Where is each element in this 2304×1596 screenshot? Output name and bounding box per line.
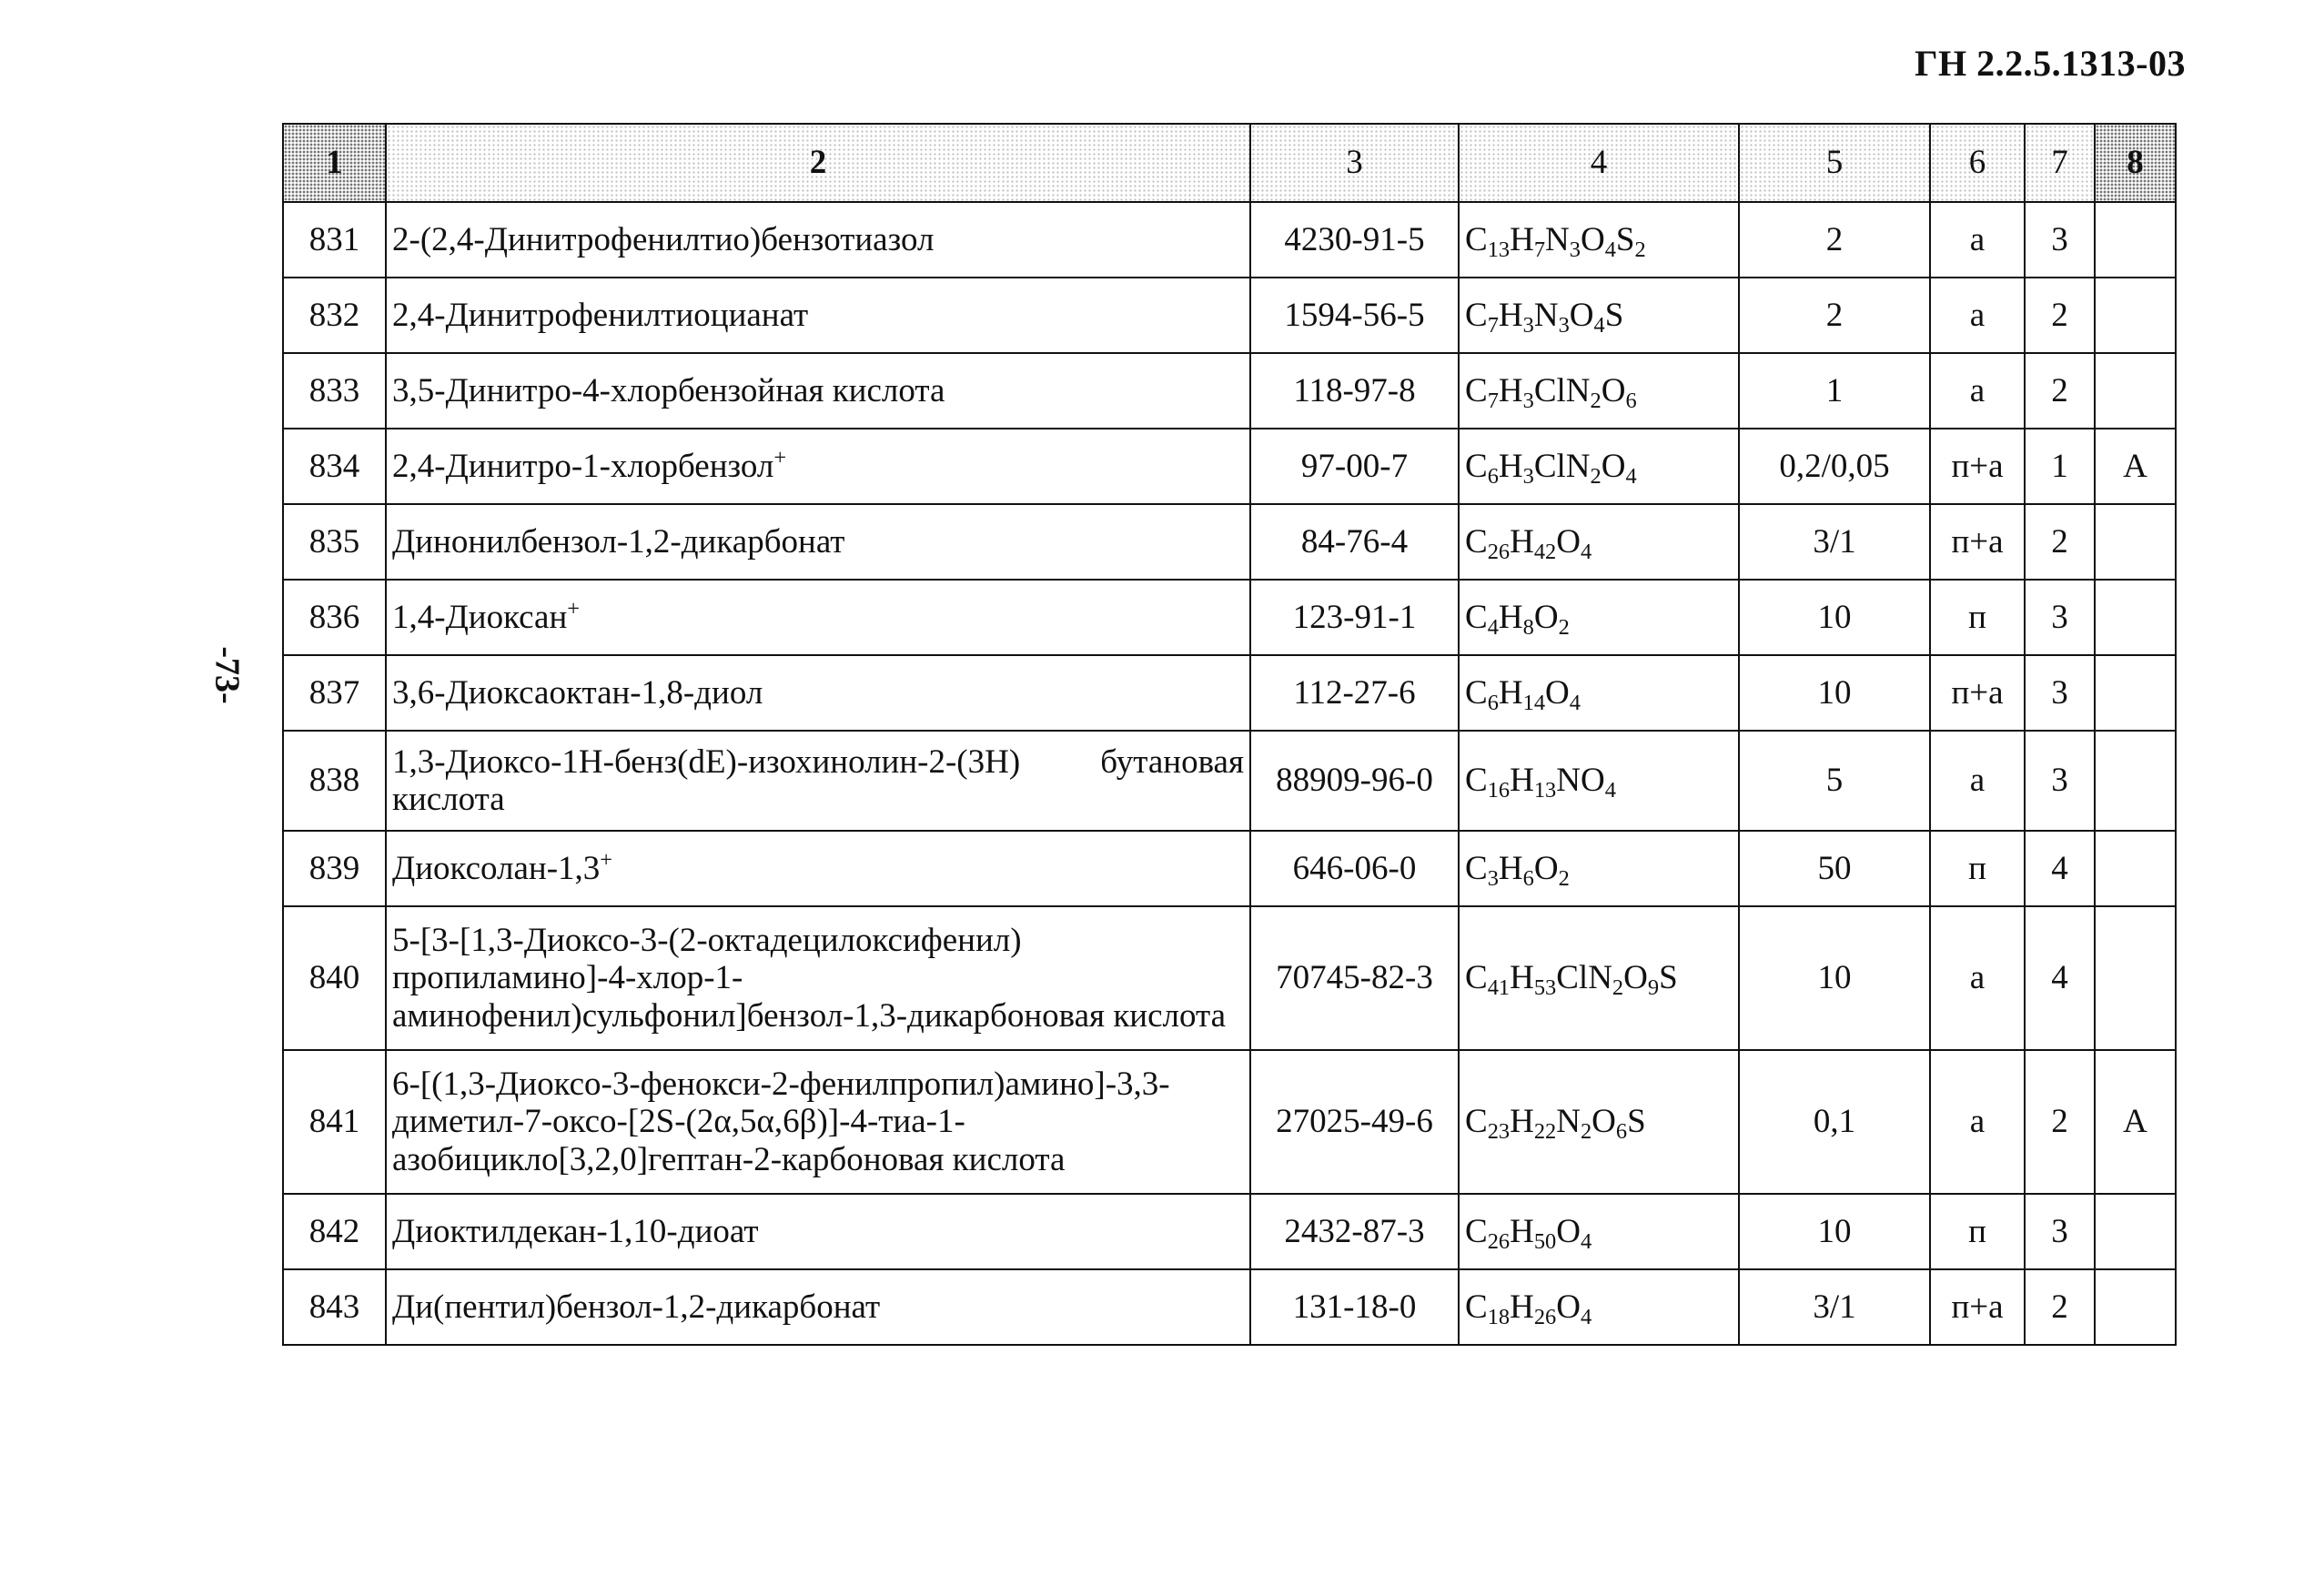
substance-name: 3,6-Диоксаоктан-1,8-диол: [386, 655, 1250, 731]
table-row: [283, 1194, 2176, 1269]
aggregate-state: п+а: [1930, 1269, 2025, 1345]
note-mark: [2095, 504, 2176, 580]
cas-number: 27025-49-6: [1250, 1050, 1459, 1194]
cas-number: 1594-56-5: [1250, 278, 1459, 353]
note-mark: [2095, 731, 2176, 831]
note-mark: А: [2095, 1050, 2176, 1194]
page-number: -73-: [207, 646, 247, 704]
limit-value: 50: [1739, 831, 1930, 906]
chemical-formula: $C_4H_8O_2$: [1459, 580, 1739, 655]
note-mark: [2095, 353, 2176, 429]
row-number: 834: [283, 429, 386, 504]
chemical-formula: $C_{26}H_{50}O_4$: [1459, 1194, 1739, 1269]
row-number: 831: [283, 202, 386, 278]
cas-number: 88909-96-0: [1250, 731, 1459, 831]
col-header-1: 1: [283, 124, 386, 202]
row-number: 840: [283, 906, 386, 1050]
substance-name: 2-(2,4-Динитрофенилтио)бензотиазол: [386, 202, 1250, 278]
chemical-formula: $C_{18}H_{26}O_4$: [1459, 1269, 1739, 1345]
hazard-class: 3: [2025, 655, 2095, 731]
table-row: [283, 831, 2176, 906]
substance-name: Динонилбензол-1,2-дикарбонат: [386, 504, 1250, 580]
aggregate-state: а: [1930, 353, 2025, 429]
hazard-class: 3: [2025, 1194, 2095, 1269]
cas-number: 4230-91-5: [1250, 202, 1459, 278]
cas-number: 2432-87-3: [1250, 1194, 1459, 1269]
row-number: 838: [283, 731, 386, 831]
substance-table: [282, 123, 2177, 1346]
col-header-5: 5: [1739, 124, 1930, 202]
skin-absorption-mark: +: [773, 445, 787, 470]
cas-number: 646-06-0: [1250, 831, 1459, 906]
col-header-3: 3: [1250, 124, 1459, 202]
col-header-2: 2: [386, 124, 1250, 202]
hazard-class: 2: [2025, 1050, 2095, 1194]
aggregate-state: п+а: [1930, 429, 2025, 504]
substance-name: 1,4-Диоксан+: [386, 580, 1250, 655]
substance-name: 2,4-Динитрофенилтиоцианат: [386, 278, 1250, 353]
chemical-formula: $C_{16}H_{13}NO_4$: [1459, 731, 1739, 831]
hazard-class: 2: [2025, 278, 2095, 353]
table-row: [283, 580, 2176, 655]
note-mark: [2095, 580, 2176, 655]
col-header-7: 7: [2025, 124, 2095, 202]
aggregate-state: п: [1930, 580, 2025, 655]
cas-number: 70745-82-3: [1250, 906, 1459, 1050]
table-row: [283, 655, 2176, 731]
row-number: 843: [283, 1269, 386, 1345]
limit-value: 2: [1739, 202, 1930, 278]
limit-value: 5: [1739, 731, 1930, 831]
note-mark: [2095, 1194, 2176, 1269]
cas-number: 112-27-6: [1250, 655, 1459, 731]
col-header-6: 6: [1930, 124, 2025, 202]
limit-value: 10: [1739, 655, 1930, 731]
aggregate-state: п: [1930, 1194, 2025, 1269]
note-mark: [2095, 278, 2176, 353]
chemical-formula: $C_{41}H_{53}ClN_2O_9S$: [1459, 906, 1739, 1050]
aggregate-state: а: [1930, 278, 2025, 353]
substance-name: 2,4-Динитро-1-хлорбензол+: [386, 429, 1250, 504]
aggregate-state: п+а: [1930, 504, 2025, 580]
aggregate-state: а: [1930, 1050, 2025, 1194]
row-number: 839: [283, 831, 386, 906]
chemical-formula: $C_7H_3ClN_2O_6$: [1459, 353, 1739, 429]
substance-name: Диоксолан-1,3+: [386, 831, 1250, 906]
limit-value: 10: [1739, 580, 1930, 655]
cas-number: 84-76-4: [1250, 504, 1459, 580]
table-body: [283, 202, 2176, 1345]
row-number: 836: [283, 580, 386, 655]
skin-absorption-mark: +: [567, 596, 581, 621]
chemical-formula: $C_{23}H_{22}N_2O_6S$: [1459, 1050, 1739, 1194]
row-number: 835: [283, 504, 386, 580]
hazard-class: 3: [2025, 202, 2095, 278]
hazard-class: 2: [2025, 1269, 2095, 1345]
substance-name: 6-[(1,3-Диоксо-3-фенокси-2-фенилпропил)амино]-3,3-диметил-7-оксо-[2S-(2α,5α,6β)]-4-тиа-1-азобицикло[3,2,0]гептан-2-карбоновая кислота: [386, 1050, 1250, 1194]
table-row: [283, 353, 2176, 429]
hazard-class: 1: [2025, 429, 2095, 504]
table-row: [283, 202, 2176, 278]
row-number: 833: [283, 353, 386, 429]
table-row: [283, 1269, 2176, 1345]
note-mark: [2095, 906, 2176, 1050]
column-header-row: [283, 124, 2176, 202]
note-mark: А: [2095, 429, 2176, 504]
cas-number: 97-00-7: [1250, 429, 1459, 504]
col-header-4: 4: [1459, 124, 1739, 202]
hazard-class: 4: [2025, 906, 2095, 1050]
table-row: [283, 429, 2176, 504]
document-code: ГН 2.2.5.1313-03: [1915, 43, 2186, 84]
hazard-class: 3: [2025, 580, 2095, 655]
hazard-class: 3: [2025, 731, 2095, 831]
chemical-formula: $C_7H_3N_3O_4S$: [1459, 278, 1739, 353]
aggregate-state: а: [1930, 202, 2025, 278]
hazard-class: 2: [2025, 353, 2095, 429]
substance-name: 3,5-Динитро-4-хлорбензойная кислота: [386, 353, 1250, 429]
chemical-formula: $C_{13}H_7N_3O_4S_2$: [1459, 202, 1739, 278]
note-mark: [2095, 1269, 2176, 1345]
hazard-class: 4: [2025, 831, 2095, 906]
chemical-formula: $C_6H_3ClN_2O_4$: [1459, 429, 1739, 504]
substance-name: 1,3-Диоксо-1Н-бенз(dЕ)-изохинолин-2-(3Н) бутановая кислота: [386, 731, 1250, 831]
note-mark: [2095, 655, 2176, 731]
note-mark: [2095, 202, 2176, 278]
table-row: [283, 731, 2176, 831]
skin-absorption-mark: +: [600, 847, 613, 873]
aggregate-state: п: [1930, 831, 2025, 906]
row-number: 842: [283, 1194, 386, 1269]
limit-value: 10: [1739, 906, 1930, 1050]
cas-number: 131-18-0: [1250, 1269, 1459, 1345]
limit-value: 3/1: [1739, 1269, 1930, 1345]
limit-value: 0,1: [1739, 1050, 1930, 1194]
substance-name: Ди(пентил)бензол-1,2-дикарбонат: [386, 1269, 1250, 1345]
hazard-class: 2: [2025, 504, 2095, 580]
limit-value: 3/1: [1739, 504, 1930, 580]
note-mark: [2095, 831, 2176, 906]
substance-name: Диоктилдекан-1,10-диоат: [386, 1194, 1250, 1269]
limit-value: 0,2/0,05: [1739, 429, 1930, 504]
chemical-formula: $C_3H_6O_2$: [1459, 831, 1739, 906]
row-number: 841: [283, 1050, 386, 1194]
col-header-8: 8: [2095, 124, 2176, 202]
table-row: [283, 278, 2176, 353]
table-row: [283, 504, 2176, 580]
chemical-formula: $C_6H_{14}O_4$: [1459, 655, 1739, 731]
chemical-formula: $C_{26}H_{42}O_4$: [1459, 504, 1739, 580]
limit-value: 2: [1739, 278, 1930, 353]
table-row: [283, 906, 2176, 1050]
cas-number: 118-97-8: [1250, 353, 1459, 429]
row-number: 832: [283, 278, 386, 353]
substance-name: 5-[3-[1,3-Диоксо-3-(2-октадецилоксифенил) пропиламино]-4-хлор-1-аминофенил)сульфонил]бензол-1,3-дикарбоновая кислота: [386, 906, 1250, 1050]
limit-value: 1: [1739, 353, 1930, 429]
aggregate-state: а: [1930, 731, 2025, 831]
row-number: 837: [283, 655, 386, 731]
aggregate-state: п+а: [1930, 655, 2025, 731]
limit-value: 10: [1739, 1194, 1930, 1269]
table-row: [283, 1050, 2176, 1194]
aggregate-state: а: [1930, 906, 2025, 1050]
cas-number: 123-91-1: [1250, 580, 1459, 655]
